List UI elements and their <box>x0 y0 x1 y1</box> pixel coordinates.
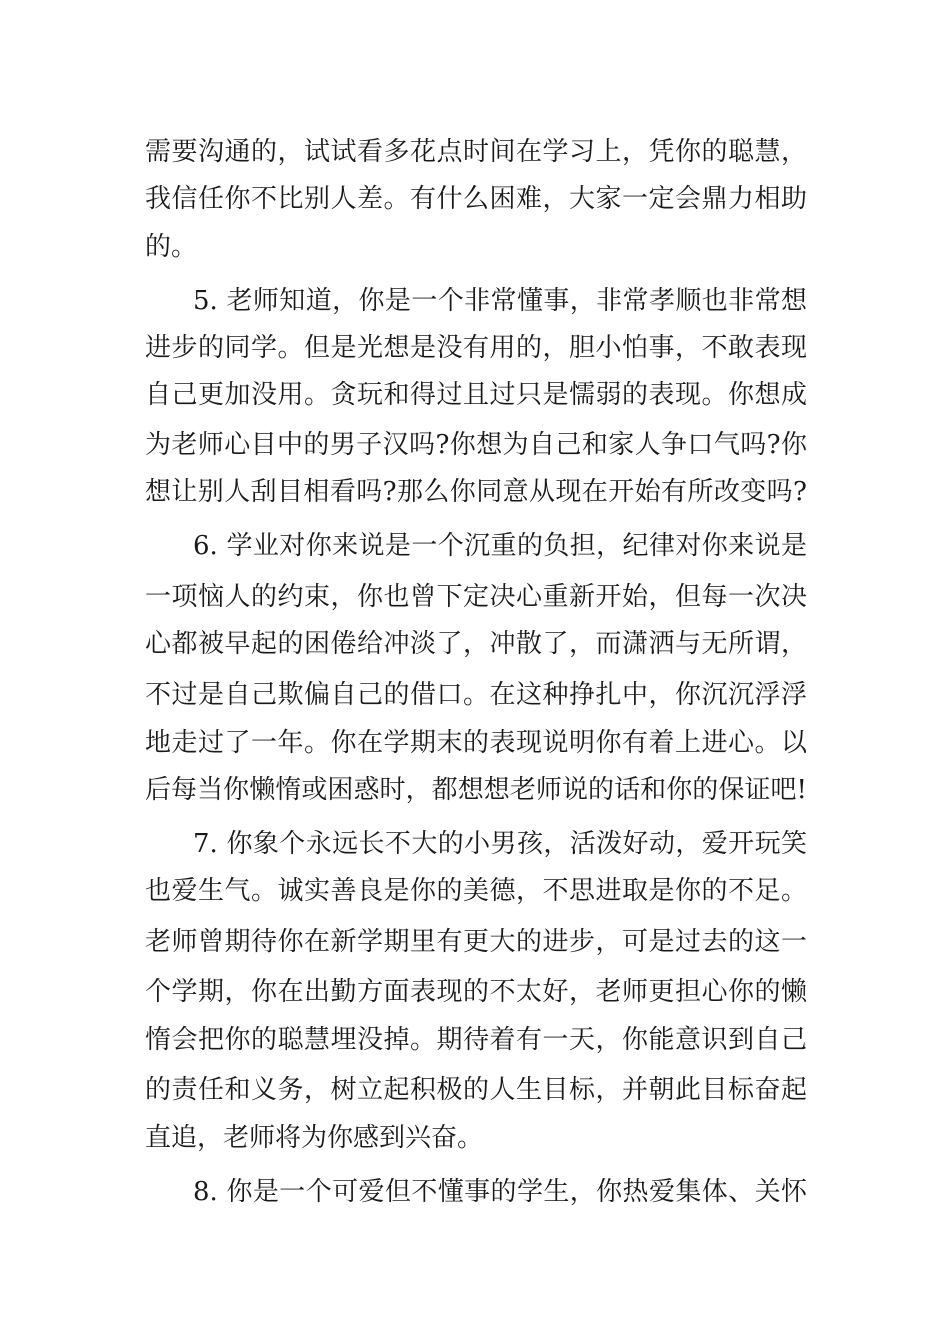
paragraph-6-start: 6. 学业对你来说是一个沉重的负担，纪律对你来说是 <box>193 531 807 561</box>
text-line: 一项恼人的约束，你也曾下定决心重新开始，但每一次决 <box>145 582 807 612</box>
text-line: 的。 <box>145 232 198 262</box>
text-line: 我信任你不比别人差。有什么困难，大家一定会鼎力相助 <box>145 184 807 214</box>
text-line: 需要沟通的，试试看多花点时间在学习上，凭你的聪慧， <box>145 137 807 167</box>
text-line: 老师曾期待你在新学期里有更大的进步，可是过去的这一 <box>145 927 807 957</box>
text-line: 个学期，你在出勤方面表现的不太好，老师更担心你的懒 <box>145 977 807 1007</box>
paragraph-8-start: 8. 你是一个可爱但不懂事的学生，你热爱集体、关怀 <box>193 1177 807 1207</box>
text-line: 自己更加没用。贪玩和得过且过只是懦弱的表现。你想成 <box>145 380 807 410</box>
text-line: 的责任和义务，树立起积极的人生目标，并朝此目标奋起 <box>145 1075 807 1105</box>
text-line: 也爱生气。诚实善良是你的美德，不思进取是你的不足。 <box>145 876 807 906</box>
text-line: 后每当你懒惰或困惑时，都想想老师说的话和你的保证吧! <box>145 775 807 805</box>
text-line: 心都被早起的困倦给冲淡了，冲散了，而潇洒与无所谓， <box>145 629 807 659</box>
text-line: 为老师心目中的男子汉吗?你想为自己和家人争口气吗?你 <box>145 430 807 460</box>
text-line: 地走过了一年。你在学期末的表现说明你有着上进心。以 <box>145 728 807 758</box>
paragraph-5-start: 5. 老师知道，你是一个非常懂事，非常孝顺也非常想 <box>193 286 807 316</box>
paragraph-7-start: 7. 你象个永远长不大的小男孩，活泼好动，爱开玩笑 <box>193 829 807 859</box>
text-line: 直追，老师将为你感到兴奋。 <box>145 1123 484 1153</box>
text-line: 想让别人刮目相看吗?那么你同意从现在开始有所改变吗? <box>145 477 807 507</box>
text-line: 进步的同学。但是光想是没有用的，胆小怕事，不敢表现 <box>145 333 807 363</box>
text-line: 惰会把你的聪慧埋没掉。期待着有一天，你能意识到自己 <box>145 1025 807 1055</box>
text-line: 不过是自己欺偏自己的借口。在这种挣扎中，你沉沉浮浮 <box>145 680 807 710</box>
